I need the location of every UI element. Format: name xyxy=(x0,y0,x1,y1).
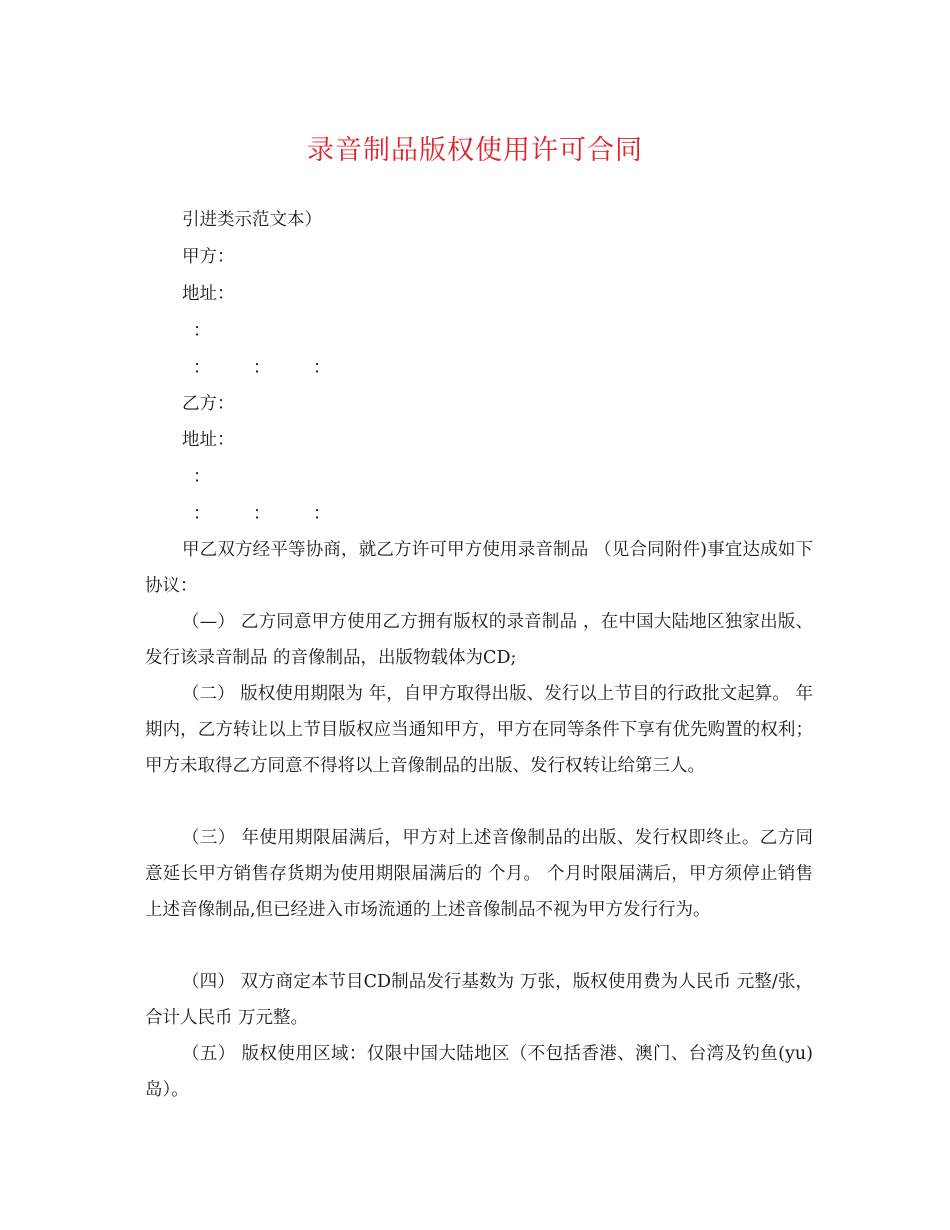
party-a-colon-1: ： xyxy=(193,358,211,378)
party-b-colon: ： xyxy=(193,467,211,487)
party-b-address-label: 地址： xyxy=(182,430,235,450)
party-b-colon-row xyxy=(193,502,331,526)
paragraph-clause-2: （二） 版权使用期限为 年，自甲方取得出版、发行以上节目的行政批文起算。 年期内，乙方转让以上节目版权应当通知甲方，甲方在同等条件下享有优先购置的权利；甲方未取得乙方同意不得将以上音像制品的出版、发行权转让给第三人。 xyxy=(145,684,813,776)
paragraph-clause-4: （四） 双方商定本节目CD制品发行基数为 万张，版权使用费为人民币 元整/张，合计人民币 万元整。 xyxy=(145,972,813,1028)
party-b-colon-3: ： xyxy=(313,504,331,524)
party-a-colon-row xyxy=(193,356,331,380)
party-b-colon-2: ： xyxy=(253,504,271,524)
party-a-address-label: 地址： xyxy=(182,284,235,304)
subtitle: 引进类示范文本） xyxy=(182,210,322,230)
paragraph-intro: 甲乙双方经平等协商，就乙方许可甲方使用录音制品 （见合同附件)事宜达成如下协议： xyxy=(145,540,813,596)
party-a-colon: ： xyxy=(193,321,211,341)
party-a-colon-3: ： xyxy=(313,358,331,378)
party-a-colon-2: ： xyxy=(253,358,271,378)
party-b-colon-1: ： xyxy=(193,504,211,524)
party-b-label: 乙方： xyxy=(182,394,235,414)
paragraph-clause-3: （三） 年使用期限届满后，甲方对上述音像制品的出版、发行权即终止。乙方同意延长甲方销售存货期为使用期限届满后的 个月。 个月时限届满后，甲方须停止销售上述音像制品,但已经进入市场流通的上述音像制品不视为甲方发行行为。 xyxy=(145,828,813,920)
paragraph-clause-5: （五） 版权使用区域：仅限中国大陆地区（不包括香港、澳门、台湾及钓鱼(yu)岛）。 xyxy=(145,1044,813,1100)
paragraph-clause-1: （—） 乙方同意甲方使用乙方拥有版权的录音制品 ，在中国大陆地区独家出版、发行该录音制品 的音像制品，出版物载体为CD; xyxy=(145,612,813,668)
party-a-label: 甲方： xyxy=(182,247,235,267)
document-title: 录音制品版权使用许可合同 xyxy=(307,135,643,166)
